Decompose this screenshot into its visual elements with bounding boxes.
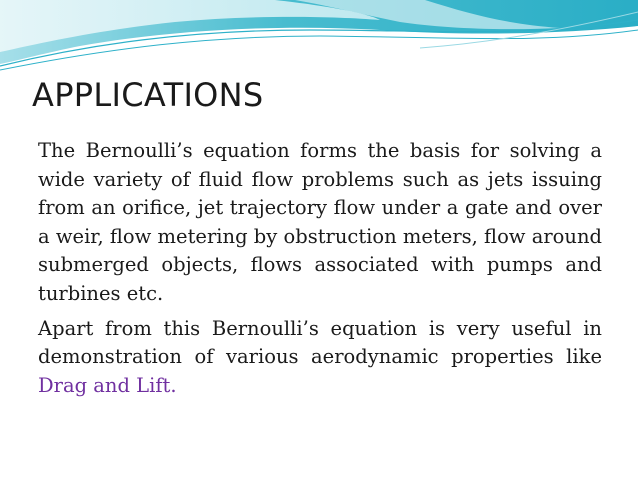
- slide-title: APPLICATIONS: [32, 76, 264, 114]
- wave-banner-decoration: [0, 0, 638, 80]
- slide-body: [38, 137, 602, 400]
- drag-and-lift-highlight: Drag and Lift.: [38, 373, 177, 397]
- paragraph-applications: The Bernoulli’s equation forms the basis for solving a wide variety of fluid flow problems such as jets issuing from an orifice, jet trajectory flow under a gate and over a weir, flow metering by obstruction meters, flow around submerged objects, flows associated with pumps and turbines etc.: [38, 139, 602, 305]
- paragraph-aerodynamics: [38, 315, 602, 401]
- paragraph-aerodynamics-text: Apart from this Bernoulli’s equation is very useful in demonstration of various aerodynamic properties like: [38, 316, 602, 369]
